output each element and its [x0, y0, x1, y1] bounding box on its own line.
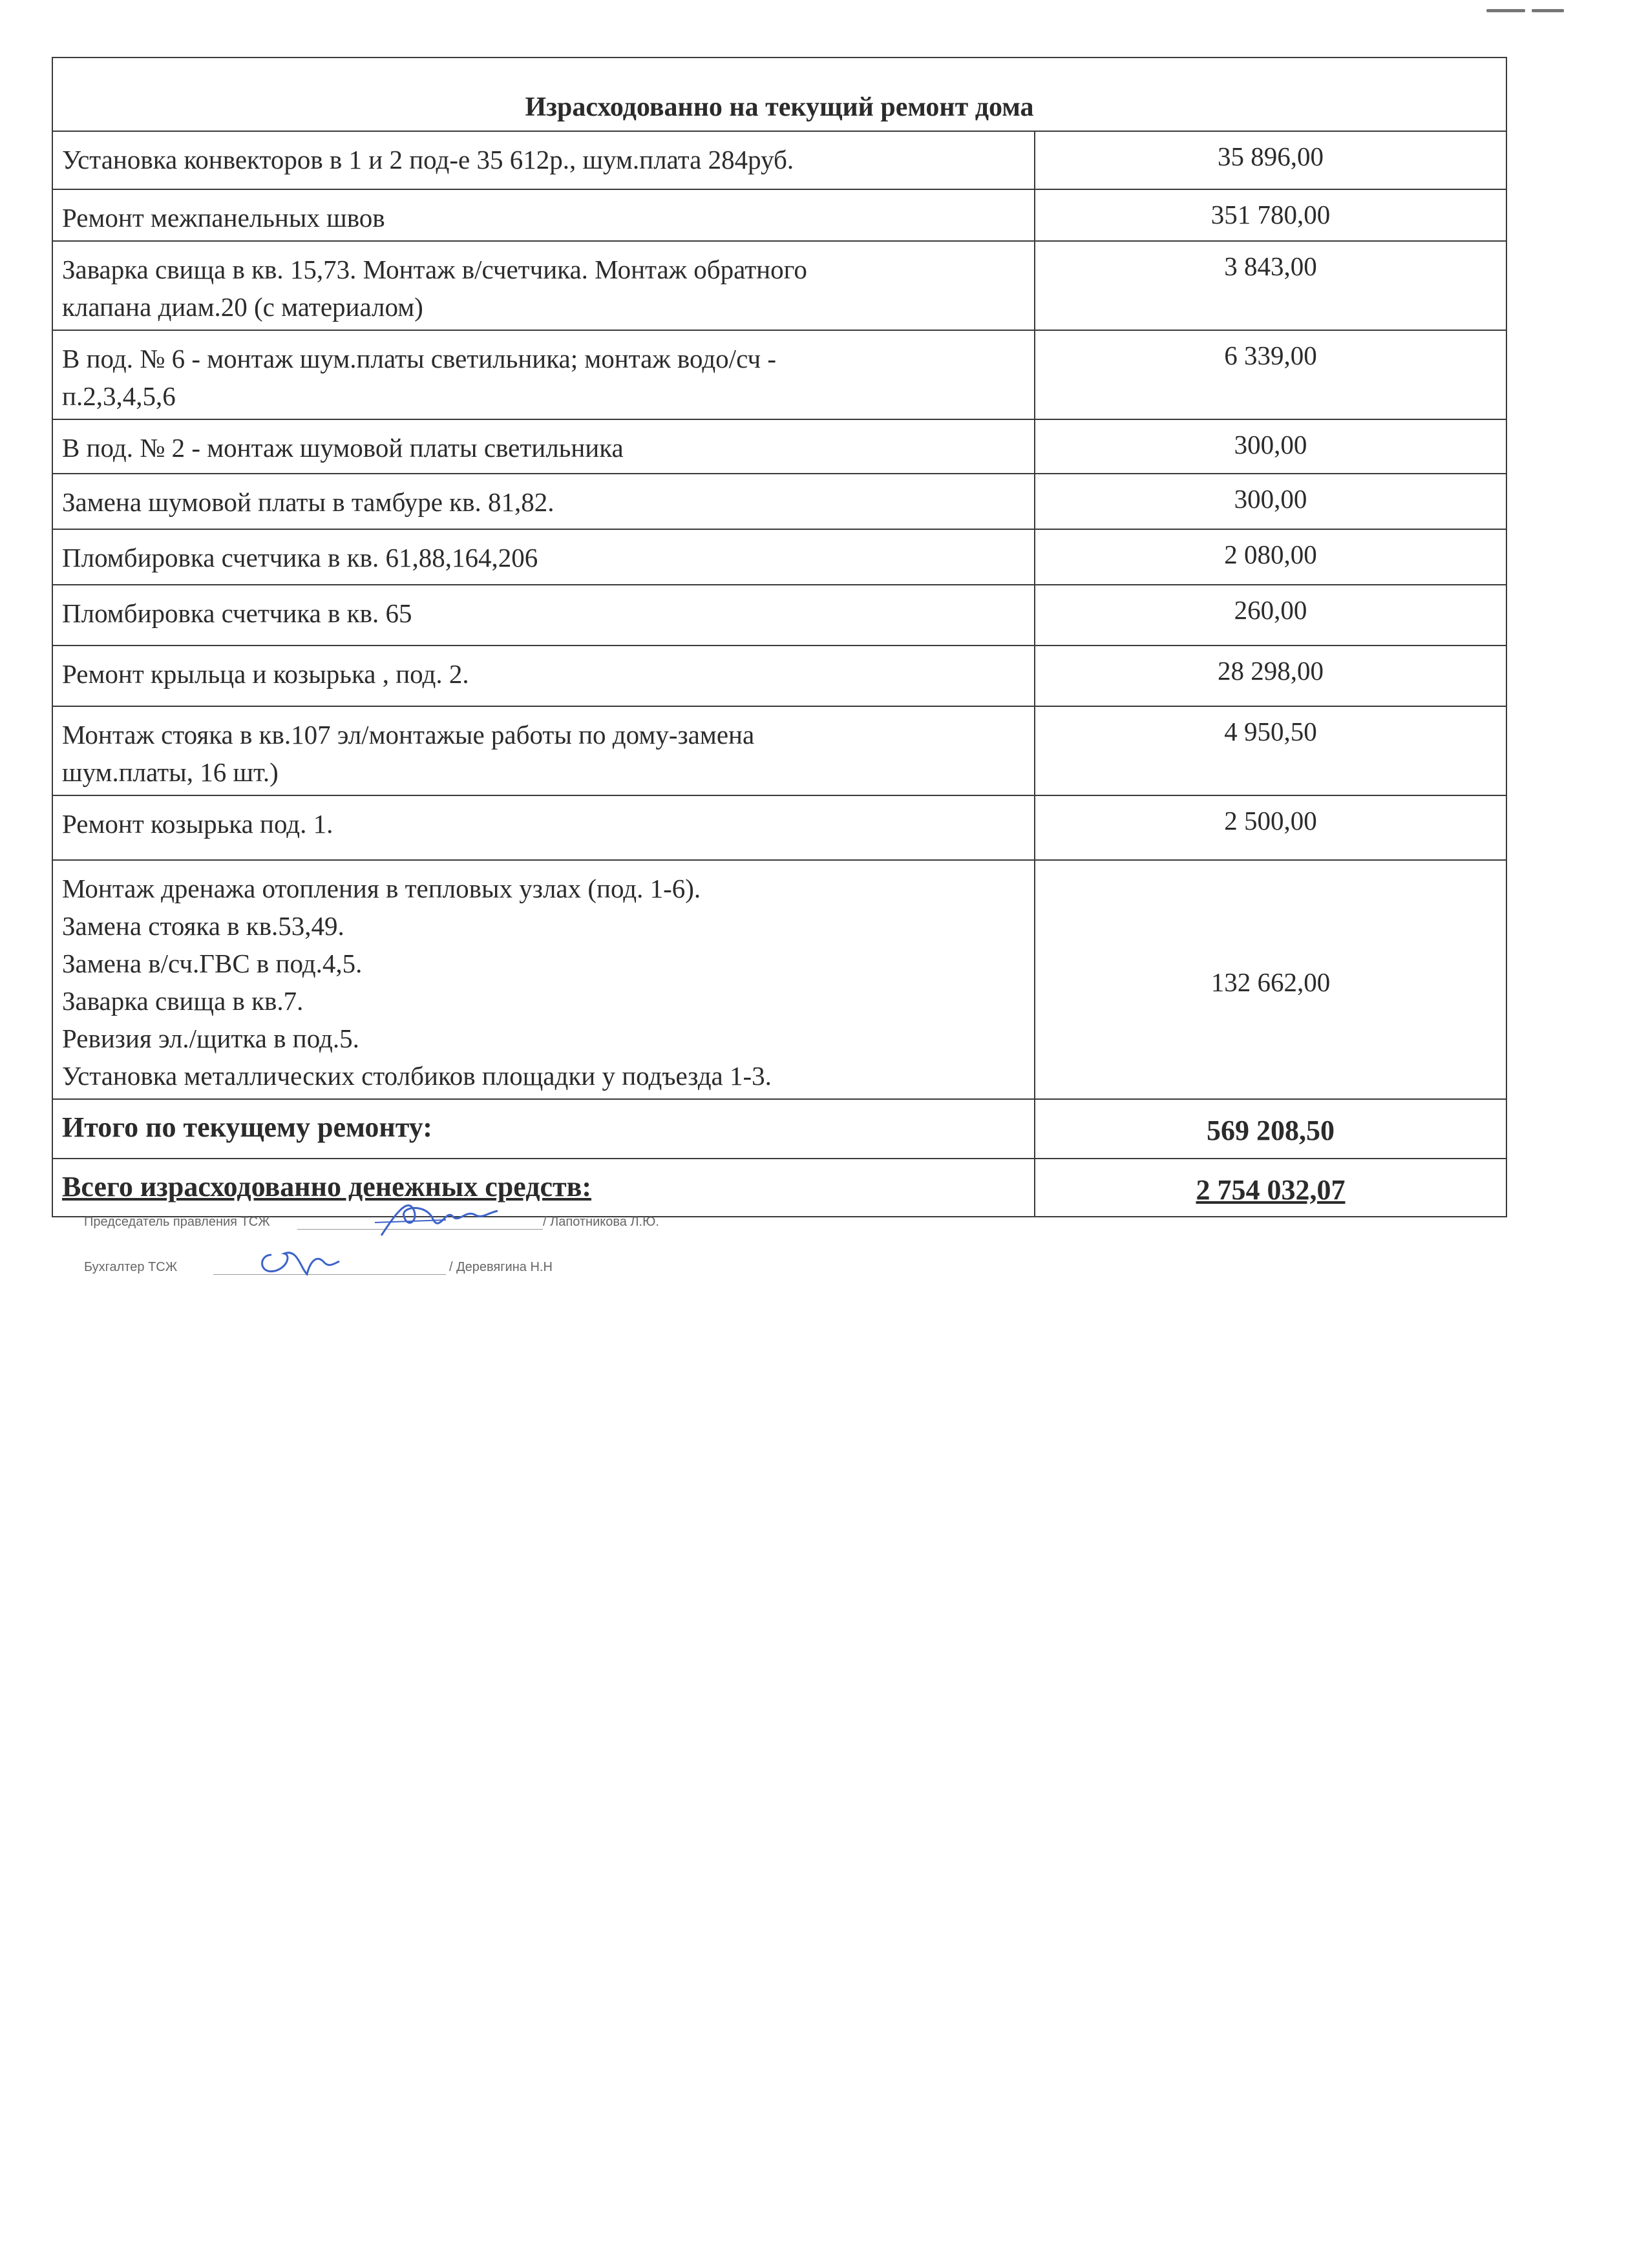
expense-description: В под. № 6 - монтаж шум.платы светильника; монтаж водо/сч - п.2,3,4,5,6 — [52, 330, 1035, 419]
chairman-signature-icon — [368, 1190, 511, 1248]
table-row — [52, 529, 1506, 585]
expense-amount: 6 339,00 — [1035, 330, 1506, 419]
repair-expense-report — [52, 57, 1506, 1217]
expense-amount: 260,00 — [1035, 585, 1506, 646]
table-row — [52, 474, 1506, 529]
expense-description: Заварка свища в кв. 15,73. Монтаж в/счетчика. Монтаж обратного клапана диам.20 (с материалом) — [52, 241, 1035, 330]
title-row — [52, 58, 1506, 131]
expense-description: Пломбировка счетчика в кв. 61,88,164,206 — [52, 529, 1035, 585]
table-row — [52, 795, 1506, 860]
expense-amount: 35 896,00 — [1035, 131, 1506, 189]
scan-artifact — [1532, 9, 1564, 12]
expense-description: В под. № 2 - монтаж шумовой платы светильника — [52, 419, 1035, 474]
expense-description: Замена шумовой платы в тамбуре кв. 81,82. — [52, 474, 1035, 529]
expense-description: Пломбировка счетчика в кв. 65 — [52, 585, 1035, 646]
table-row — [52, 330, 1506, 419]
total-repair-label: Итого по текущему ремонту: — [52, 1099, 1035, 1159]
accountant-name: / Деревягина Н.Н — [449, 1260, 553, 1274]
table-row — [52, 419, 1506, 474]
table-row — [52, 706, 1506, 795]
expense-description: Ремонт козырька под. 1. — [52, 795, 1035, 860]
expense-amount: 300,00 — [1035, 419, 1506, 474]
expense-amount: 2 080,00 — [1035, 529, 1506, 585]
chairman-role: Председатель правления ТСЖ — [84, 1215, 270, 1229]
total-spent-amount: 2 754 032,07 — [1035, 1159, 1506, 1217]
expense-amount: 2 500,00 — [1035, 795, 1506, 860]
total-repair-row — [52, 1099, 1506, 1159]
table-row — [52, 189, 1506, 241]
expense-description: Ремонт межпанельных швов — [52, 189, 1035, 241]
table-row — [52, 585, 1506, 646]
accountant-role: Бухгалтер ТСЖ — [84, 1260, 178, 1274]
chairman-signature-row — [78, 1215, 982, 1260]
expense-table — [52, 57, 1507, 1217]
accountant-signature-row — [78, 1260, 982, 1305]
expense-description: Установка конвекторов в 1 и 2 под-е 35 612р., шум.плата 284руб. — [52, 131, 1035, 189]
expense-amount: 351 780,00 — [1035, 189, 1506, 241]
table-row — [52, 241, 1506, 330]
table-row — [52, 131, 1506, 189]
total-spent-label: Всего израсходованно денежных средств: — [52, 1159, 1035, 1217]
expense-amount: 28 298,00 — [1035, 646, 1506, 706]
expense-amount: 3 843,00 — [1035, 241, 1506, 330]
expense-description: Монтаж стояка в кв.107 эл/монтажые работы по дому-замена шум.платы, 16 шт.) — [52, 706, 1035, 795]
scan-artifact — [1486, 9, 1525, 12]
expense-description: Ремонт крыльца и козырька , под. 2. — [52, 646, 1035, 706]
table-title: Израсходованно на текущий ремонт дома — [52, 58, 1506, 131]
signature-block — [78, 1215, 982, 1305]
table-row — [52, 646, 1506, 706]
expense-amount: 132 662,00 — [1035, 860, 1506, 1099]
expense-amount: 4 950,50 — [1035, 706, 1506, 795]
table-row — [52, 860, 1506, 1099]
expense-description: Монтаж дренажа отопления в тепловых узлах (под. 1-6). Замена стояка в кв.53,49. Замена в/сч.ГВС в под.4,5. Заварка свища в кв.7. Ревизия эл./щитка в под.5. Установка металлических столбиков площадки у подъезда 1-3. — [52, 860, 1035, 1099]
accountant-signature-icon — [252, 1242, 349, 1287]
total-spent-row — [52, 1159, 1506, 1217]
chairman-name: / Лапотникова Л.Ю. — [543, 1215, 659, 1229]
expense-amount: 300,00 — [1035, 474, 1506, 529]
total-repair-amount: 569 208,50 — [1035, 1099, 1506, 1159]
